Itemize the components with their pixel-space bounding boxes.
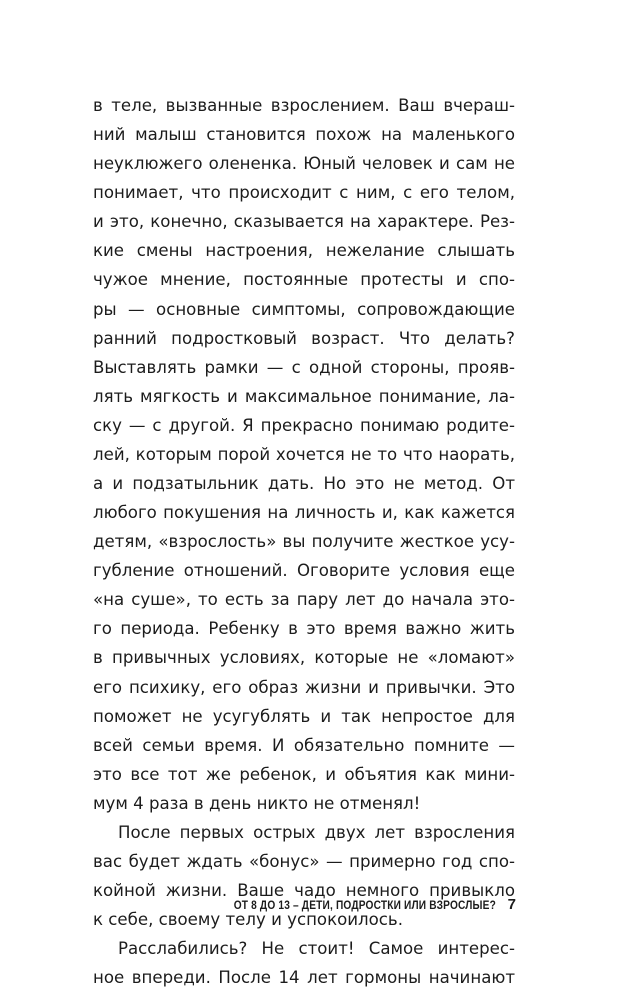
text-line: койной жизни. Ваше чадо немного привыкло bbox=[93, 881, 515, 901]
text-line: а и подзатыльник дать. Но это не метод. От bbox=[93, 474, 515, 494]
text-line: ранний подростковый возраст. Что делать? bbox=[93, 328, 515, 348]
text-line: это все тот же ребенок, и объятия как мини- bbox=[93, 764, 515, 784]
text-line: кие смены настроения, нежелание слышать bbox=[93, 241, 515, 261]
text-line: любого покушения на личность и, как кажется bbox=[93, 503, 515, 523]
text-line: «на суше», то есть за пару лет до начала это- bbox=[93, 590, 515, 610]
text-line: в привычных условиях, которые не «ломают» bbox=[93, 648, 515, 668]
text-line: лей, которым порой хочется не то что наорать, bbox=[93, 444, 515, 464]
text-line: и это, конечно, сказывается на характере. Рез- bbox=[93, 212, 515, 232]
running-title: ОТ 8 ДО 13 – ДЕТИ, ПОДРОСТКИ ИЛИ ВЗРОСЛЫЕ? bbox=[233, 898, 496, 912]
text-line: лять мягкость и максимальное понимание, ла- bbox=[93, 386, 515, 406]
text-line: понимает, что происходит с ним, с его телом, bbox=[93, 183, 515, 203]
text-line: губление отношений. Оговорите условия еще bbox=[93, 561, 515, 581]
text-line: ний малыш становится похож на маленького bbox=[93, 125, 515, 145]
text-line: го периода. Ребенку в это время важно жить bbox=[93, 619, 515, 639]
text-line: После первых острых двух лет взросления bbox=[118, 822, 515, 842]
text-line: ску — с другой. Я прекрасно понимаю родите- bbox=[93, 415, 515, 435]
text-line: к себе, своему телу и успокоилось. bbox=[93, 910, 403, 930]
text-line: в теле, вызванные взрослением. Ваш вчераш- bbox=[93, 96, 515, 115]
text-line: поможет не усугублять и так непростое для bbox=[93, 706, 515, 726]
text-line: чужое мнение, постоянные протесты и спо- bbox=[93, 270, 515, 290]
body-text bbox=[93, 91, 515, 992]
text-line: всей семьи время. И обязательно помните — bbox=[93, 735, 515, 755]
running-footer bbox=[200, 896, 516, 918]
text-line: неуклюжего олененка. Юный человек и сам не bbox=[93, 154, 515, 174]
text-line: мум 4 раза в день никто не отменял! bbox=[93, 793, 421, 813]
text-line: его психику, его образ жизни и привычки. Это bbox=[93, 677, 515, 697]
text-line: Расслабились? Не стоит! Самое интерес- bbox=[118, 939, 515, 959]
text-line: Выставлять рамки — с одной стороны, прояв- bbox=[93, 357, 515, 377]
text-line: ры — основные симптомы, сопровождающие bbox=[93, 299, 515, 319]
text-line: вас будет ждать «бонус» — примерно год спо- bbox=[93, 852, 515, 872]
text-line: детям, «взрослость» вы получите жесткое усу- bbox=[93, 532, 515, 552]
page-number: 7 bbox=[507, 896, 516, 913]
text-line: ное впереди. После 14 лет гормоны начинают bbox=[93, 968, 515, 988]
